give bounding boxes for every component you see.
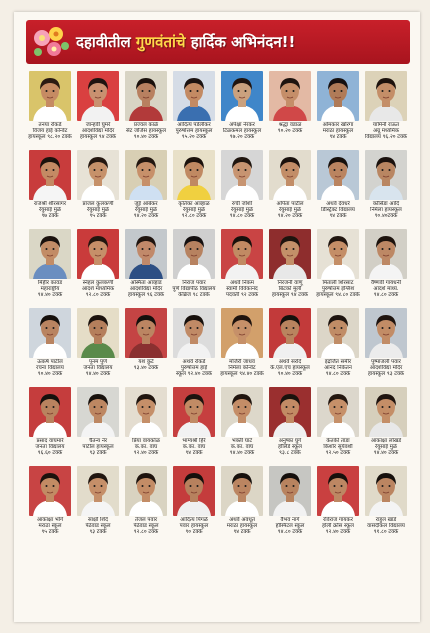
student-card: [123, 69, 169, 146]
student-score: ९०.४० टक्के: [133, 134, 159, 141]
student-score: हायस्कूल ९३ टक्के: [367, 371, 405, 378]
student-photo: [173, 387, 215, 437]
student-caption: [219, 517, 265, 541]
flower-bouquet-icon: [30, 24, 70, 60]
student-card: [315, 227, 361, 304]
student-photo: [29, 387, 71, 437]
student-school: रेयुसाई मुळे: [86, 207, 110, 214]
student-school: रचना विद्यालय: [36, 365, 64, 372]
student-score: केंब्रिज ९८ टक्के: [178, 292, 210, 299]
student-caption: [171, 280, 217, 304]
student-photo: [77, 308, 119, 358]
student-score: हायस्कूल ९४.८० टक्के: [316, 292, 360, 299]
student-caption: [219, 122, 265, 146]
student-photo: [173, 466, 215, 516]
student-photo: [125, 466, 167, 516]
student-name: अथर्व देवधरे: [326, 201, 350, 207]
student-card: [75, 306, 121, 383]
student-school: आदर्शविद्या मंदिर: [81, 128, 115, 135]
student-photo: [317, 466, 359, 516]
student-card: [123, 148, 169, 225]
student-caption: [75, 438, 121, 462]
student-photo: [221, 229, 263, 279]
student-card: [219, 148, 265, 225]
student-name: निरंजनी वाणू: [277, 280, 303, 286]
student-name: वैभव नागे: [280, 517, 300, 523]
student-photo: [317, 71, 359, 121]
student-caption: [315, 517, 361, 541]
student-school: हॉस्पिटल स्कूल: [275, 523, 305, 530]
student-score: ९४ टक्के: [329, 134, 347, 141]
student-score: ९४.४० टक्के: [37, 292, 63, 299]
headline-banner: [26, 20, 410, 64]
student-school: आदर्शविद्या मंदिर: [369, 365, 403, 372]
student-card: [75, 148, 121, 225]
student-photo: [29, 466, 71, 516]
student-caption: [219, 359, 265, 383]
student-name: प्रसाद वाघमारे: [36, 438, 64, 444]
student-card: [219, 306, 265, 383]
student-card: [27, 148, 73, 225]
student-school: डिस्ट्रिक्ट विद्यालय: [321, 207, 355, 214]
student-school: मराठा स्कूल: [38, 523, 62, 530]
student-photo: [317, 150, 359, 200]
student-photo: [221, 71, 263, 121]
student-caption: [27, 122, 73, 146]
student-caption: [27, 438, 73, 462]
student-score: ९२.४० टक्के: [133, 450, 159, 457]
student-card: [171, 227, 217, 304]
student-score: ९६.६० टक्के: [37, 450, 63, 457]
student-caption: [267, 280, 313, 304]
student-score: हायस्कूल ९४ टक्के: [79, 134, 117, 141]
student-card: [123, 227, 169, 304]
student-name: निराज पवार: [182, 280, 206, 286]
student-score: ९२.८० टक्के: [85, 292, 111, 299]
student-name: मिहीर कावड: [37, 280, 63, 286]
student-caption: [219, 438, 265, 462]
student-school: पवार हायस्कूल: [179, 523, 209, 530]
student-name: कोसिडा आदि: [372, 201, 400, 207]
student-name: इंद्रजित समीर: [324, 359, 352, 365]
student-card: [75, 385, 121, 462]
student-photo: [173, 308, 215, 358]
student-photo: [29, 229, 71, 279]
student-photo: [77, 229, 119, 279]
student-name: ओमकार खोरगा: [322, 122, 354, 128]
student-name: अस्मिता आव्हाड: [130, 280, 162, 286]
student-photo: [269, 71, 311, 121]
student-card: [171, 306, 217, 383]
student-card: [267, 306, 313, 383]
student-name: स्नेहल कुलकर्णी: [82, 280, 114, 286]
student-school: रेयुसाई मुळे: [374, 444, 398, 451]
student-name: राहुल खांडे: [375, 517, 397, 523]
student-card: [363, 69, 409, 146]
student-school: हॉलिडे स्कूल: [278, 444, 302, 451]
student-score: ९४ टक्के: [233, 529, 251, 536]
student-caption: [363, 122, 409, 146]
student-score: ९०.४०टक्के: [374, 213, 398, 220]
student-score: ९२.५० टक्के: [325, 450, 351, 457]
newspaper-clipping: [14, 12, 420, 622]
student-card: [123, 306, 169, 383]
student-caption: [123, 280, 169, 304]
student-photo: [29, 308, 71, 358]
student-score: ९४.४० टक्के: [373, 450, 399, 457]
student-name: जुई आंबेकर: [134, 201, 158, 207]
student-card: [315, 385, 361, 462]
student-card: [315, 306, 361, 383]
student-name: पूनम पुणे: [89, 359, 107, 365]
student-photo: [29, 71, 71, 121]
student-name: अथर्व सरोदे: [278, 359, 302, 365]
student-score: ९२.८० टक्के: [133, 529, 159, 536]
student-school: महाराष्ट्रीय: [40, 286, 60, 293]
student-caption: [315, 201, 361, 225]
student-name: जान्हवी घुमरे: [85, 122, 111, 128]
student-caption: [27, 359, 73, 383]
student-score: हायस्कूल ९४.४० टक्के: [220, 371, 264, 378]
student-card: [267, 227, 313, 304]
student-name: अर्पिता पाटील: [276, 201, 304, 207]
student-card: [315, 69, 361, 146]
student-photo: [269, 308, 311, 358]
student-photo: [125, 71, 167, 121]
student-photo: [125, 229, 167, 279]
student-card: [75, 69, 121, 146]
student-school: रेयुसाई मुळे: [182, 207, 206, 214]
student-score: ९४ टक्के: [329, 213, 347, 220]
student-card: [363, 148, 409, 225]
student-name: वैष्णवी गायधनी: [371, 280, 401, 286]
student-caption: [267, 359, 313, 383]
student-name: अपेक्षा नेरकर: [229, 122, 255, 128]
student-school: रेयुसाई मुळे: [134, 207, 158, 214]
student-school: स्वामी विवेकानंद: [226, 286, 258, 293]
student-card: [363, 306, 409, 383]
student-photo: [29, 150, 71, 200]
student-school: निर्मला हायस्कूल: [370, 207, 402, 214]
student-score: ९५ टक्के: [41, 529, 59, 536]
student-school: क.का. वाघ: [230, 444, 254, 451]
student-card: [123, 464, 169, 541]
student-card: [75, 464, 121, 541]
student-card: [27, 385, 73, 462]
student-card: [171, 69, 217, 146]
student-card: [267, 464, 313, 541]
student-photo: [365, 150, 407, 200]
student-name: प्रांजल कुलकर्णी: [82, 201, 114, 207]
student-photo: [365, 387, 407, 437]
student-caption: [363, 201, 409, 225]
student-school: अग्रू मध्यमिक: [372, 128, 399, 135]
student-caption: [123, 438, 169, 462]
student-photo: [269, 387, 311, 437]
student-name: प्रिया वायकोळ: [132, 438, 160, 444]
student-card: [363, 385, 409, 462]
student-score: हायस्कूल ९८.२० टक्के: [28, 134, 72, 141]
student-caption: [123, 517, 169, 541]
student-card: [171, 148, 217, 225]
student-name: साक्षी शिंदे: [88, 517, 108, 523]
student-name: श्रद्धा वडाळ: [278, 122, 302, 128]
student-score: ९३ टक्के: [89, 450, 107, 457]
student-card: [27, 464, 73, 541]
student-caption: [27, 280, 73, 304]
student-name: प्रज्वल काळे: [133, 122, 159, 128]
student-school: के.एल.एच हायस्कूल: [270, 365, 310, 372]
student-caption: [267, 517, 313, 541]
student-score: स्कूल ९२.४० टक्के: [175, 371, 213, 378]
student-score: ९३.८ टक्के: [279, 450, 301, 457]
student-caption: [75, 517, 121, 541]
student-name: अनुष्का घुगे: [278, 438, 302, 444]
student-photo: [365, 71, 407, 121]
student-caption: [75, 359, 121, 383]
student-card: [363, 227, 409, 304]
student-photo: [365, 308, 407, 358]
student-score: हायस्कूल ९४ टक्के: [271, 292, 309, 299]
student-score: ९१.८० टक्के: [373, 529, 399, 536]
student-caption: [171, 359, 217, 383]
student-score: ९०.४० टक्के: [277, 371, 303, 378]
student-school: मराठा हायस्कूल: [226, 523, 258, 530]
student-caption: [219, 201, 265, 225]
student-school: वासंदीकल विद्यालय: [367, 523, 405, 530]
student-caption: [315, 359, 361, 383]
student-photo: [269, 229, 311, 279]
student-name: तनया रोकडे: [38, 122, 62, 128]
student-name: रविराज गायकर: [323, 517, 353, 523]
student-photo: [365, 466, 407, 516]
student-card: [219, 227, 265, 304]
student-school: आनंद निकेतन: [324, 365, 352, 372]
student-school: आदर्श माध्य.: [373, 286, 399, 293]
student-name: आकांक्षा भोगे: [36, 517, 64, 523]
student-score: ९४.८० टक्के: [325, 371, 351, 378]
student-name: पुष्पांजली पवार: [371, 359, 401, 365]
student-photo: [269, 150, 311, 200]
student-caption: [27, 201, 73, 225]
student-caption: [75, 122, 121, 146]
student-photo: [221, 308, 263, 358]
student-school: मराठा हायस्कूल: [322, 128, 354, 135]
student-score: ९४.८० टक्के: [277, 529, 303, 536]
student-score: ९० टक्के: [185, 529, 203, 536]
student-score: ९७.२० टक्के: [229, 134, 255, 141]
student-card: [75, 227, 121, 304]
student-school: पुरुषोत्तम इंग्लिश: [321, 286, 355, 293]
student-caption: [123, 122, 169, 146]
student-card: [171, 464, 217, 541]
student-name: भक्ती घाटे: [231, 438, 253, 444]
student-score: ९४.८० टक्के: [229, 213, 255, 220]
student-photo: [269, 466, 311, 516]
student-card: [315, 464, 361, 541]
student-score: ९२.८० टक्के: [181, 213, 207, 220]
student-score: ९७ टक्के: [41, 213, 59, 220]
student-school: ९३.४० टक्के: [133, 365, 159, 372]
student-caption: [171, 122, 217, 146]
student-score: ९४.४० टक्के: [85, 371, 111, 378]
student-school: पाटील हायस्कूल: [82, 444, 114, 451]
student-caption: [363, 517, 409, 541]
student-score: ९५ टक्के: [89, 213, 107, 220]
student-school: जनता विद्यालय: [35, 444, 65, 451]
student-card: [219, 69, 265, 146]
student-card: [267, 148, 313, 225]
student-photo: [317, 387, 359, 437]
student-photo: [317, 229, 359, 279]
student-caption: [315, 122, 361, 146]
student-card: [219, 385, 265, 462]
student-score: ९४.२० टक्के: [277, 213, 303, 220]
student-caption: [315, 280, 361, 304]
student-caption: [123, 201, 169, 225]
student-photo: [77, 150, 119, 200]
student-name: आकांक्षा लोखंडे: [370, 438, 402, 444]
student-card: [363, 464, 409, 541]
student-photo: [221, 387, 263, 437]
student-school: होली क्रॉस स्कूल: [322, 523, 354, 530]
student-caption: [267, 438, 313, 462]
student-caption: [171, 517, 217, 541]
student-school: विजय हाई कॉन्वेंट: [32, 128, 68, 135]
student-score: हायस्कूल ९६ टक्के: [127, 292, 165, 299]
student-photo: [125, 150, 167, 200]
student-name: यश कुटे: [138, 359, 154, 365]
student-score: विद्यालय ९६.२० टक्के: [364, 134, 408, 141]
student-caption: [363, 280, 409, 304]
student-school: निर्मला कॉन्वेंट: [228, 365, 256, 372]
student-caption: [315, 438, 361, 462]
student-school: सेंट जॉर्जेस हायस्कूल: [125, 128, 167, 135]
student-card: [27, 306, 73, 383]
student-score: ९२.४० टक्के: [325, 529, 351, 536]
student-name: रुची जोशी: [231, 201, 253, 207]
student-school: आदर्श माध्यमिक: [81, 286, 115, 293]
student-school: रेयुसाई मुळे: [278, 207, 302, 214]
student-score: ९४.४० टक्के: [229, 450, 255, 457]
student-score: ९३ टक्के: [89, 529, 107, 536]
student-school: पुणे विद्यापीठ विद्यालय: [172, 286, 216, 293]
student-card: [123, 385, 169, 462]
student-card: [267, 69, 313, 146]
student-school: रेयुसाई मुळे: [38, 207, 62, 214]
student-score: ९४ टक्के: [185, 450, 203, 457]
student-name: भाग्यश्री हिरे: [182, 438, 206, 444]
student-name: तेजल पवार: [134, 517, 158, 523]
student-name: कृतिका आव्हाळ: [178, 201, 210, 207]
student-school: पुरुषोत्तम हायस्कूल: [175, 128, 213, 135]
student-name: उत्कर्ष पाटील: [37, 359, 63, 365]
student-photo-grid: [26, 68, 410, 542]
student-photo: [77, 387, 119, 437]
headline-title: दहावीतील गुणवंतांचे हार्दिक अभिनंदन!!: [76, 33, 296, 51]
student-photo: [173, 229, 215, 279]
student-caption: [363, 438, 409, 462]
student-school: जनता विद्यालय: [83, 365, 113, 372]
student-card: [219, 464, 265, 541]
student-photo: [317, 308, 359, 358]
student-card: [267, 385, 313, 462]
student-name: अथर्व रोकडे: [182, 359, 206, 365]
student-score: ९४.८० टक्के: [373, 292, 399, 299]
student-score: पदवर्ती ९२ टक्के: [225, 292, 259, 299]
student-caption: [219, 280, 265, 304]
student-school: पुरुषोत्तम हाई: [180, 365, 208, 372]
student-school: रेयुसाई मुळे: [230, 207, 254, 214]
student-name: मिताली शिरसाट: [322, 280, 354, 286]
student-card: [27, 69, 73, 146]
student-name: अथर्व अवधूत: [229, 517, 255, 523]
student-score: ९०.४० टक्के: [37, 371, 63, 378]
student-score: ९४.२० टक्के: [133, 213, 159, 220]
student-school: किशोर सूर्यवंशी: [323, 444, 353, 451]
student-score: ९५.२० टक्के: [181, 134, 207, 141]
student-caption: [27, 517, 73, 541]
student-name: आदित्य पिंगळे: [180, 517, 208, 523]
student-caption: [171, 438, 217, 462]
student-caption: [75, 280, 121, 304]
student-card: [171, 385, 217, 462]
student-school: क.का. वाघ: [182, 444, 206, 451]
student-photo: [173, 150, 215, 200]
student-caption: [123, 359, 169, 383]
student-school: क.का. वाघ: [134, 444, 158, 451]
student-name: आदित्य पडेलीकर: [177, 122, 211, 128]
student-photo: [173, 71, 215, 121]
student-caption: [75, 201, 121, 225]
student-school: पेठेवाड स्कूल: [85, 523, 111, 530]
student-photo: [365, 229, 407, 279]
student-school: ९०.२० टक्के: [277, 128, 303, 135]
student-caption: [363, 359, 409, 383]
student-school: बिटको मुली: [278, 286, 302, 293]
student-photo: [125, 308, 167, 358]
student-school: पेठेवाड स्कूल: [133, 523, 159, 530]
student-caption: [267, 122, 313, 146]
student-name: अथर्व निकम: [229, 280, 255, 286]
student-name: यामिनी राऊत: [372, 122, 400, 128]
student-photo: [221, 150, 263, 200]
student-name: मंजिरी जाधव: [229, 359, 255, 365]
student-name: राजश्री शीरसागर: [33, 201, 67, 207]
student-photo: [125, 387, 167, 437]
student-photo: [77, 71, 119, 121]
student-school: आदर्शविद्या मंदिर: [129, 286, 163, 293]
student-caption: [267, 201, 313, 225]
student-name: चैतन्य नेर: [88, 438, 108, 444]
student-caption: [171, 201, 217, 225]
student-photo: [221, 466, 263, 516]
student-card: [315, 148, 361, 225]
student-name: केतकी तांडा: [326, 438, 350, 444]
student-school: टिळकमल हायस्कूल: [222, 128, 262, 135]
student-photo: [77, 466, 119, 516]
student-card: [27, 227, 73, 304]
